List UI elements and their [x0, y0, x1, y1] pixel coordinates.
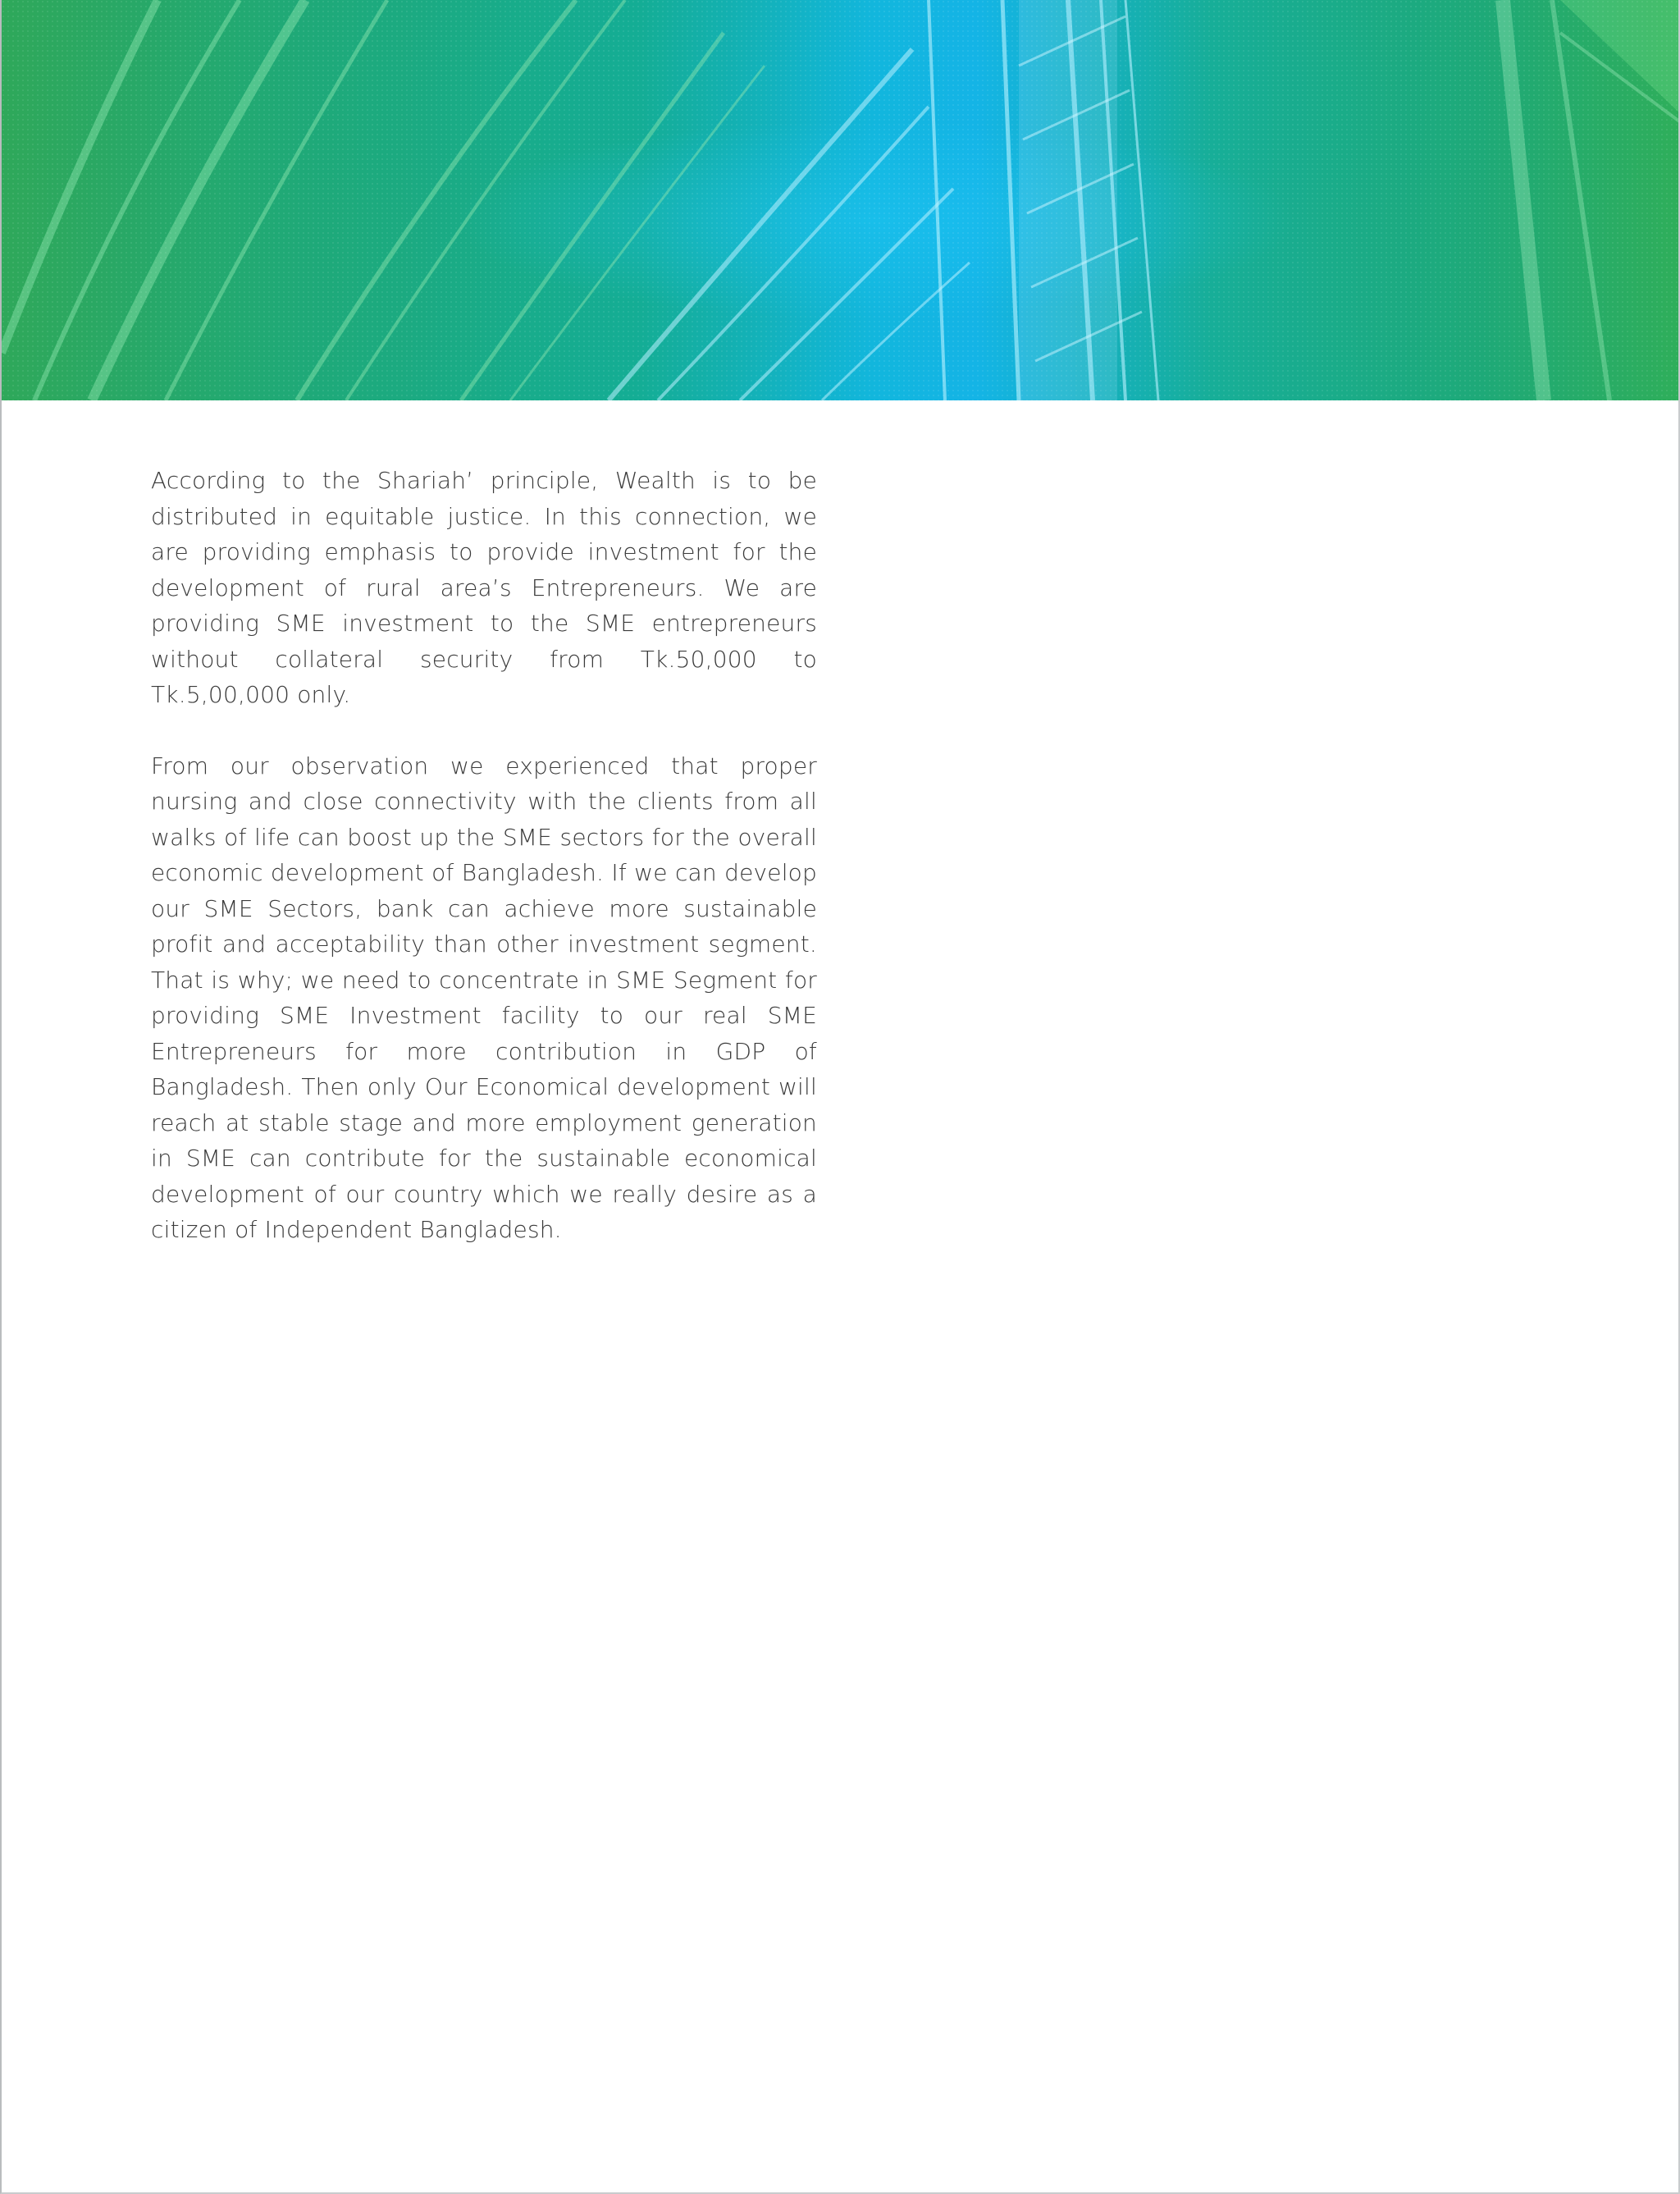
header-banner-image	[2, 0, 1680, 400]
paragraph-sme-observation: From our observation we experienced that proper nursing and close connectivity with the clients from all walks of life can boost up the SME sectors for the overall economic development of Bangladesh. If we can develop our SME Sectors, bank can achieve more sustainable profit and acceptability than other investment segment. That is why; we need to concentrate in SME Segment for providing SME Investment facility to our real SME Entrepreneurs for more contribution in GDP of Bangladesh. Then only Our Economical development will reach at stable stage and more employment generation in SME can contribute for the sustainable economical development of our country which we really desire as a citizen of Independent Bangladesh.	[151, 752, 817, 1243]
building-facade-graphic	[2, 0, 1680, 400]
paragraph-shariah-principle: According to the Shariah’ principle, Wealth is to be distributed in equitable justice. In this connection, we are providing emphasis to provide investment for the development of rural area’s Entrepreneurs. We are providing SME investment to the SME entrepreneurs without collateral security from Tk.50,000 to Tk.5,00,000 only.	[151, 467, 817, 708]
body-text	[151, 463, 817, 1283]
